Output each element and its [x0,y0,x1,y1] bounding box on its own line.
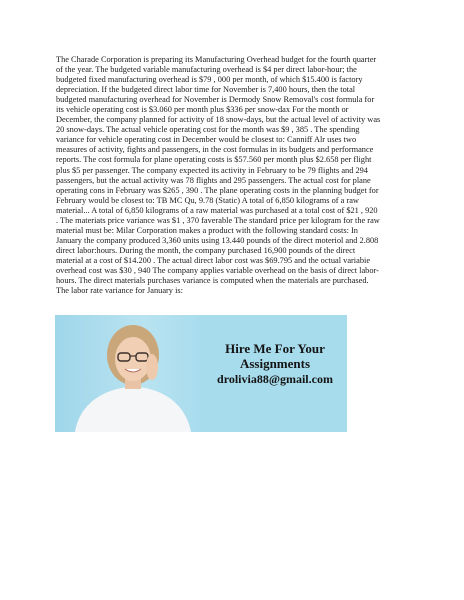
woman-with-glasses-photo [55,315,203,432]
question-text: The Charade Corporation is preparing its Manufacturing Overhead budget for the fourth quarter of the year. The budgeted variable manufacturing overhead is $4 per direct labor-hour; the budgeted fixed manufacturing overhead is $79 , 000 per month, of which $15.400 is factory depreciation. If the budgeted direct labor time for November is 7,400 hours, then the total budgeted manufacturing overhead for November is Dermody Snow Removal's cost formula for its vehicle operating cost is $3.060 per month plus $336 per snow-dax For the month or December, the company planned for activity of 18 snow-days, but the actual level of activity was 20 snow-days. The actual vehicle operating cost for the month was $9 , 385 . The spending variance for vehicle operating cost in December would be closest to: Canniff Alr uses two measures of activity, fights and passengers, in the cost formulas in its budgets and performance reports. The cost formula for plane operating costs is $57.560 per month plus $2.658 per flight plus $5 per passenger. The company expected its activity in February to be 79 flights and 294 passengers, but the actual activity was 78 flights and 295 passengers. The actual cost for plane operating cons in February was $265 , 390 . The plane operating costs in the planning budget for February would be closest to: TB MC Qu, 9.78 (Static) A total of 6,850 kilograms of a raw material... A total of 6,850 kilograms of a raw material was purchased at a total cost of $21 , 920 . The materiats price variance was $1 , 370 faverable The standard price per kilogram for the raw material must be: Milar Corporation makes a product with the following standard costs: In January the company produced 3,360 units using 13.440 pounds of the direct moteriol and 2.808 direct labor:hours. During the month, the company purchased 16,900 pounds of the direct material at a cost of $14.200 . The actual direct labor cost was $69.795 and the octual variabie overhead cost was $30 , 940 The company applies variable overhead on the basis of direct labor- hours. The direct materials purchases variance is computed when the materials are purchased. The labor rate variance for January is: [56,55,381,296]
ad-subheadline: Assignments [239,356,311,371]
advertisement-banner [55,315,347,432]
ad-email: drolivia88@gmail.com [217,372,333,386]
ad-text [203,341,347,387]
ad-headline: Hire Me For Your [225,341,325,356]
